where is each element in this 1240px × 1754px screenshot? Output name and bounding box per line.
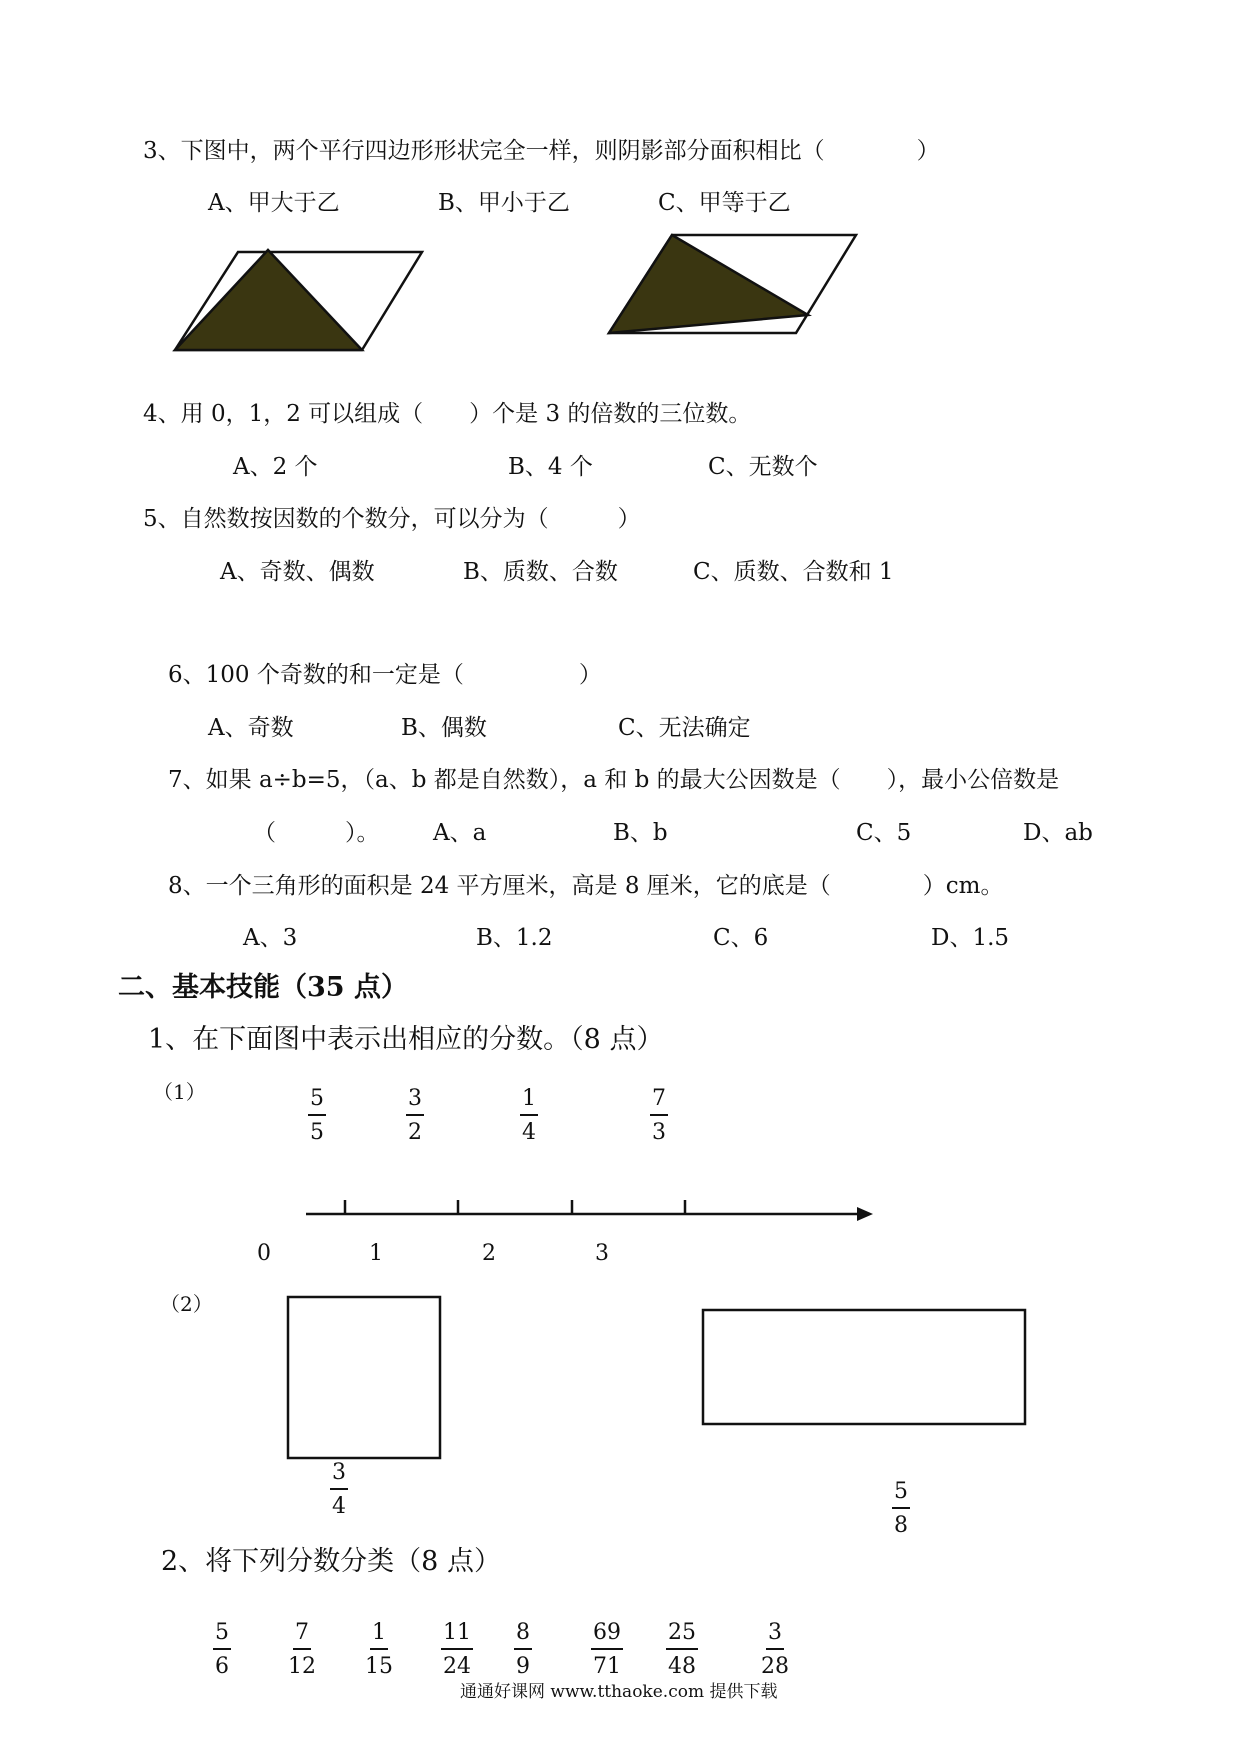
q3-option-b: B、甲小于乙	[438, 190, 570, 216]
q3-text: 3、下图中，两个平行四边形形状完全一样，则阴影部分面积相比（ ）	[143, 138, 940, 164]
q8-option-b: B、1.2	[476, 925, 553, 951]
fraction-numerator: 5	[892, 1481, 910, 1509]
q4-option-c: C、无数个	[708, 454, 818, 480]
q6-option-c: C、无法确定	[618, 715, 751, 741]
q8-text: 8、一个三角形的面积是 24 平方厘米，高是 8 厘米，它的底是（ ）cm。	[168, 873, 1004, 899]
rect-fraction	[892, 1481, 910, 1537]
fraction-numerator: 3	[766, 1622, 784, 1650]
number-line-label-3: 3	[595, 1241, 609, 1266]
fraction-numerator: 5	[308, 1088, 326, 1116]
parallelogram-left	[175, 250, 422, 350]
q8-option-c: C、6	[713, 925, 769, 951]
classify-fraction	[365, 1622, 393, 1678]
fraction-denominator: 48	[668, 1654, 696, 1679]
fraction-denominator: 24	[443, 1654, 471, 1679]
fraction-numerator: 11	[441, 1622, 473, 1650]
fraction-denominator: 12	[288, 1654, 316, 1679]
fraction	[650, 1088, 668, 1144]
q6-option-b: B、偶数	[401, 715, 487, 741]
shaded-triangle-right	[609, 235, 808, 333]
fraction-denominator: 71	[593, 1654, 621, 1679]
square-fraction	[330, 1462, 348, 1518]
fraction-denominator: 6	[215, 1654, 229, 1679]
fraction-denominator: 8	[894, 1513, 908, 1538]
fraction-numerator: 69	[591, 1622, 623, 1650]
q6-text: 6、100 个奇数的和一定是（ ）	[168, 662, 602, 688]
classify-fraction	[761, 1622, 789, 1678]
q7-text-cont: （ ）。	[253, 820, 380, 846]
q4-option-a: A、2 个	[233, 454, 318, 480]
fraction-numerator: 5	[213, 1622, 231, 1650]
fraction	[406, 1088, 424, 1144]
q5-text: 5、自然数按因数的个数分，可以分为（ ）	[143, 506, 641, 532]
classify-fraction	[441, 1622, 473, 1678]
rectangle-shape	[703, 1310, 1025, 1424]
q7-option-b: B、b	[613, 820, 668, 846]
number-line	[306, 1200, 873, 1221]
fraction-numerator: 1	[520, 1088, 538, 1116]
q7-option-d: D、ab	[1023, 820, 1093, 846]
q8-option-d: D、1.5	[931, 925, 1010, 951]
classify-fraction	[213, 1622, 231, 1678]
classify-fraction	[666, 1622, 698, 1678]
fraction-denominator: 9	[516, 1654, 530, 1679]
q5-option-c: C、质数、合数和 1	[693, 559, 894, 585]
footer-text: 通通好课网 www.tthaoke.com 提供下载	[460, 1682, 778, 1702]
fraction-denominator: 3	[652, 1120, 666, 1145]
number-line-label-1: 1	[369, 1241, 383, 1266]
part1-label: （1）	[153, 1080, 206, 1104]
q8-option-a: A、3	[243, 925, 298, 951]
fraction-denominator: 2	[408, 1120, 422, 1145]
fraction-denominator: 5	[310, 1120, 324, 1145]
q7-option-a: A、a	[433, 820, 487, 846]
classify-fraction	[288, 1622, 316, 1678]
q7-option-c: C、5	[856, 820, 912, 846]
fraction-numerator: 8	[514, 1622, 532, 1650]
fraction-numerator: 7	[650, 1088, 668, 1116]
q6-option-a: A、奇数	[208, 715, 294, 741]
part2-label: （2）	[160, 1292, 213, 1316]
fraction-numerator: 3	[330, 1462, 348, 1490]
q4-option-b: B、4 个	[508, 454, 593, 480]
section2-title: 二、基本技能（35 点）	[118, 972, 408, 1003]
q3-option-c: C、甲等于乙	[658, 190, 791, 216]
fraction-denominator: 4	[522, 1120, 536, 1145]
fraction-numerator: 25	[666, 1622, 698, 1650]
fraction-numerator: 3	[406, 1088, 424, 1116]
q7-text: 7、如果 a÷b=5，（a、b 都是自然数），a 和 b 的最大公因数是（ ），最小公倍数是	[168, 767, 1060, 793]
classify-fraction	[591, 1622, 623, 1678]
parallelogram-right	[609, 235, 856, 333]
number-line-label-2: 2	[482, 1241, 496, 1266]
q3-option-a: A、甲大于乙	[208, 190, 340, 216]
fraction-numerator: 1	[370, 1622, 388, 1650]
classify-fraction	[514, 1622, 532, 1678]
q5-option-b: B、质数、合数	[463, 559, 618, 585]
shaded-triangle-left	[175, 250, 362, 350]
q4-text: 4、用 0，1，2 可以组成（ ）个是 3 的倍数的三位数。	[143, 401, 752, 427]
q5-option-a: A、奇数、偶数	[220, 559, 375, 585]
fraction	[520, 1088, 538, 1144]
fraction-denominator: 15	[365, 1654, 393, 1679]
square-shape	[288, 1297, 440, 1458]
fraction-denominator: 28	[761, 1654, 789, 1679]
number-line-label-0: 0	[257, 1241, 271, 1266]
section2-q2-text: 2、将下列分数分类（8 点）	[161, 1546, 501, 1577]
fraction-denominator: 4	[332, 1494, 346, 1519]
fraction	[308, 1088, 326, 1144]
fraction-numerator: 7	[293, 1622, 311, 1650]
section2-q1-text: 1、在下面图中表示出相应的分数。（8 点）	[148, 1024, 664, 1055]
